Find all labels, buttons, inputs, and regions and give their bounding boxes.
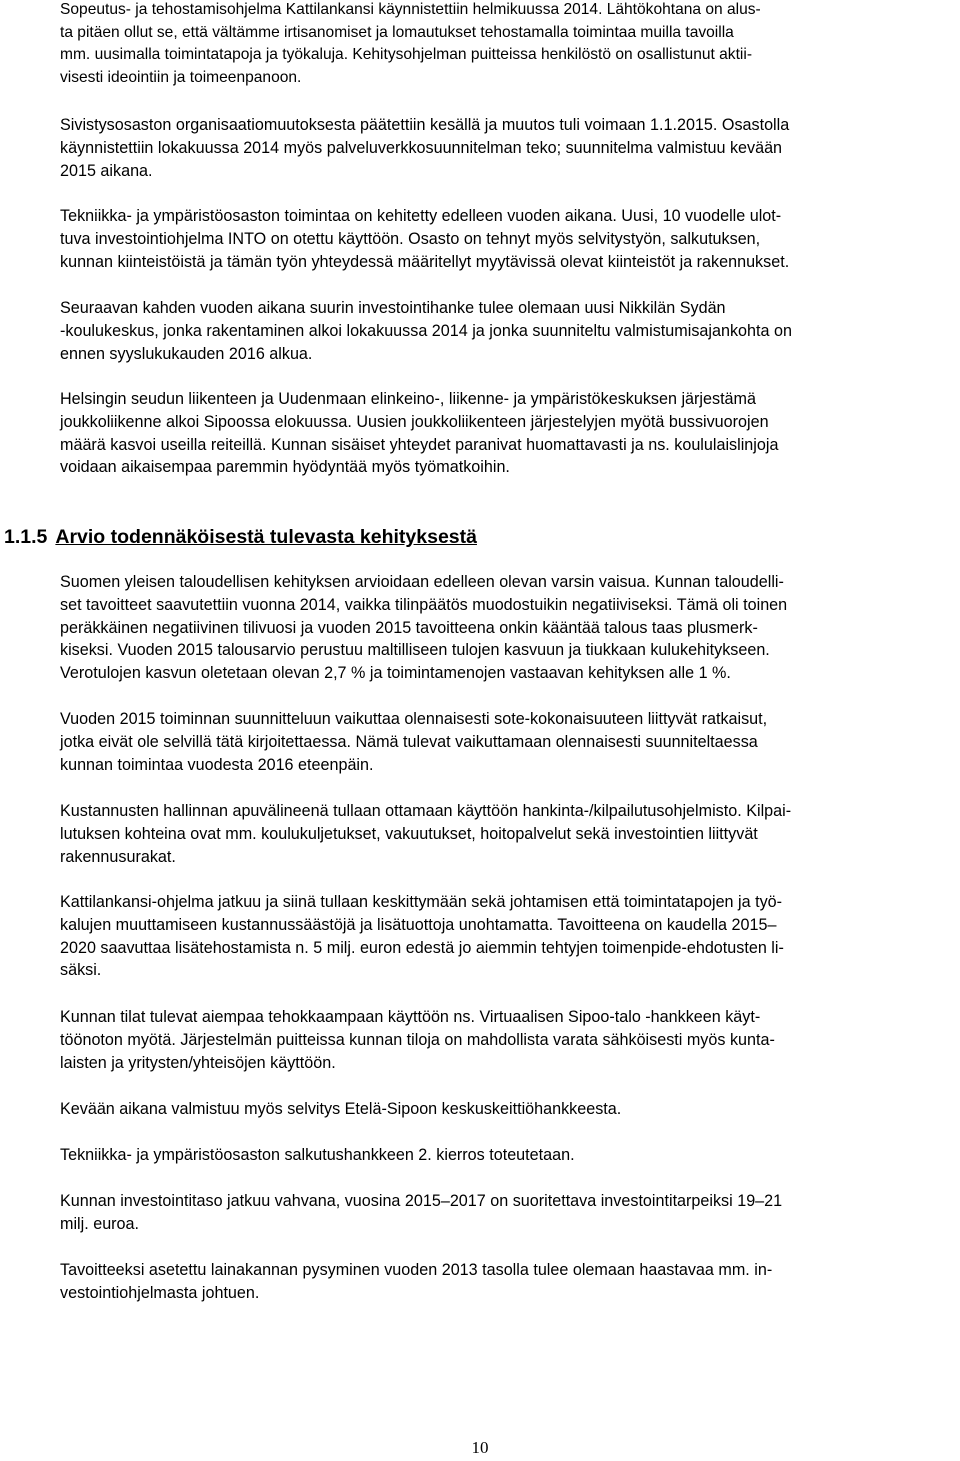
text-line: määrä kasvoi useilla reiteillä. Kunnan sisäiset yhteydet paranivat huomattavasti ja ns. koululaislinjoja (60, 435, 779, 454)
paragraph-lainakanta (60, 1259, 960, 1305)
text-line: jotka eivät ole selvillä tätä kirjoitettaessa. Nämä tulevat vaikuttamaan olennaisesti suunniteltaessa (60, 732, 758, 751)
paragraph-keskuskeittio (60, 1098, 960, 1121)
text-line: lutuksen kohteina ovat mm. koulukuljetukset, vakuutukset, hoitopalvelut sekä investointien liittyvät (60, 824, 758, 843)
paragraph-tekniikka-osasto (60, 205, 960, 273)
paragraph-kattilankansi-jatkuu (60, 891, 960, 982)
paragraph-nikkila-koulukeskus (60, 297, 960, 365)
paragraph-sote (60, 708, 960, 776)
text-line: Helsingin seudun liikenteen ja Uudenmaan elinkeino-, liikenne- ja ympäristökeskuksen järjestämä (60, 390, 756, 408)
text-line: laisten ja yritysten/yhteisöjen käyttöön. (60, 1053, 336, 1072)
paragraph-kunnan-tilat (60, 1006, 960, 1074)
text-line: visesti ideointiin ja toimeenpanoon. (60, 68, 302, 86)
section-heading (4, 524, 477, 550)
text-line: Kevään aikana valmistuu myös selvitys Etelä-Sipoon keskuskeittiöhankkeesta. (60, 1100, 622, 1118)
text-line: säksi. (60, 961, 102, 980)
text-line: Vuoden 2015 toiminnan suunnitteluun vaikuttaa olennaisesti sote-kokonaisuuteen liittyvät ratkaisut, (60, 710, 768, 728)
text-line: kalujen muuttamiseen kustannussäästöjä ja lisätuottoja unohtamatta. Tavoitteena on kaudella 2015– (60, 915, 777, 934)
text-line: mm. uusimalla toimintatapoja ja työkaluja. Kehitysohjelman puitteissa henkilöstö on osallistunut aktii- (60, 46, 753, 63)
text-line: milj. euroa. (60, 1214, 140, 1233)
text-line: Tekniikka- ja ympäristöosaston salkutushankkeen 2. kierros toteutetaan. (60, 1146, 575, 1164)
text-line: kunnan kiinteistöistä ja tämän työn yhteydessä määritellyt myytävissä olevat kiinteistöt ja rakennukset. (60, 252, 790, 271)
paragraph-salkutushanke (60, 1144, 960, 1167)
text-line: käynnistettiin lokakuussa 2014 myös palveluverkkosuunnitelman teko; suunnitelma valmistuu kevään (60, 138, 783, 157)
paragraph-kustannusten-hallinta (60, 800, 960, 868)
text-line: Verotulojen kasvun oletetaan olevan 2,7 % ja toimintamenojen vastaavan kehityksen alle 1 %. (60, 664, 731, 683)
section-number: 1.1.5 (4, 526, 48, 548)
text-line: Kustannusten hallinnan apuvälineenä tullaan ottamaan käyttöön hankinta-/kilpailutusohjelmisto. Kilpai- (60, 802, 792, 820)
text-line: vestointiohjelmasta johtuen. (60, 1283, 260, 1302)
text-line: Kunnan tilat tulevat aiempaa tehokkaampaan käyttöön ns. Virtuaalisen Sipoo-talo -hankkeen käyt- (60, 1008, 761, 1026)
text-line: ennen syyslukukauden 2016 alkua. (60, 344, 313, 363)
paragraph-talouskehitys (60, 571, 960, 685)
text-line: töönoton myötä. Järjestelmän puitteissa kunnan tiloja on mahdollista varata sähköisesti myös kunta- (60, 1030, 775, 1049)
text-line: ta pitäen ollut se, että vältämme irtisanomiset ja lomautukset tehostamalla toimintaa muilla tavoilla (60, 23, 734, 41)
text-line: 2015 aikana. (60, 161, 153, 180)
text-line: Tekniikka- ja ympäristöosaston toimintaa on kehitetty edelleen vuoden aikana. Uusi, 10 vuodelle ulot- (60, 207, 782, 225)
text-line: Suomen yleisen taloudellisen kehityksen arvioidaan edelleen olevan varsin vaisua. Kunnan taloudelli- (60, 573, 784, 591)
paragraph-sivistysosasto (60, 114, 960, 182)
text-line: Kunnan investointitaso jatkuu vahvana, vuosina 2015–2017 on suoritettava investointitarpeiksi 19–21 (60, 1192, 783, 1210)
text-line: 2020 saavuttaa lisätehostamista n. 5 milj. euron edestä jo aiemmin tehtyjen toimenpide-ehdotusten li- (60, 938, 784, 957)
page-number: 10 (471, 1438, 489, 1457)
text-line: -koulukeskus, jonka rakentaminen alkoi lokakuussa 2014 ja jonka suunniteltu valmistumisajankohta on (60, 321, 792, 340)
text-line: Tavoitteeksi asetettu lainakannan pysyminen vuoden 2013 tasolla tulee olemaan haastavaa mm. in- (60, 1261, 773, 1279)
paragraph-investointitaso (60, 1190, 960, 1236)
text-line: kunnan toimintaa vuodesta 2016 eteenpäin. (60, 755, 374, 774)
text-line: voidaan aikaisempaa paremmin hyödyntää myös työmatkoihin. (60, 458, 510, 477)
text-line: Sopeutus- ja tehostamisohjelma Kattilankansi käynnistettiin helmikuussa 2014. Lähtökohtana on alus- (60, 1, 761, 18)
paragraph-joukkoliikenne (60, 388, 960, 479)
text-line: set tavoitteet saavutettiin vuonna 2014, vaikka tilinpäätös muodostuikin negatiiviseksi. Tämä oli toinen (60, 595, 788, 614)
text-line: Seuraavan kahden vuoden aikana suurin investointihanke tulee olemaan uusi Nikkilän Sydän (60, 299, 726, 317)
section-title: Arvio todennäköisestä tulevasta kehityksestä (55, 526, 477, 548)
paragraph-kattilankansi-intro (60, 0, 960, 89)
text-line: rakennusurakat. (60, 847, 176, 866)
text-line: tuva investointiohjelma INTO on otettu käyttöön. Osasto on tehnyt myös selvitystyön, salkutuksen, (60, 229, 761, 248)
text-line: joukkoliikenne alkoi Sipoossa elokuussa. Uusien joukkoliikenteen järjestelyjen myötä bussivuorojen (60, 412, 769, 431)
text-line: Kattilankansi-ohjelma jatkuu ja siinä tullaan keskittymään sekä johtamisen että toimintatapojen ja työ- (60, 893, 783, 911)
text-line: kiseksi. Vuoden 2015 talousarvio perustuu maltilliseen tulojen kasvuun ja tiukkaan kulukehitykseen. (60, 641, 770, 660)
text-line: peräkkäinen negatiivinen tilivuosi ja vuoden 2015 tavoitteena onkin kääntää talous taas plusmerk- (60, 618, 758, 637)
text-line: Sivistysosaston organisaatiomuutoksesta päätettiin kesällä ja muutos tuli voimaan 1.1.2015. Osastolla (60, 116, 790, 134)
